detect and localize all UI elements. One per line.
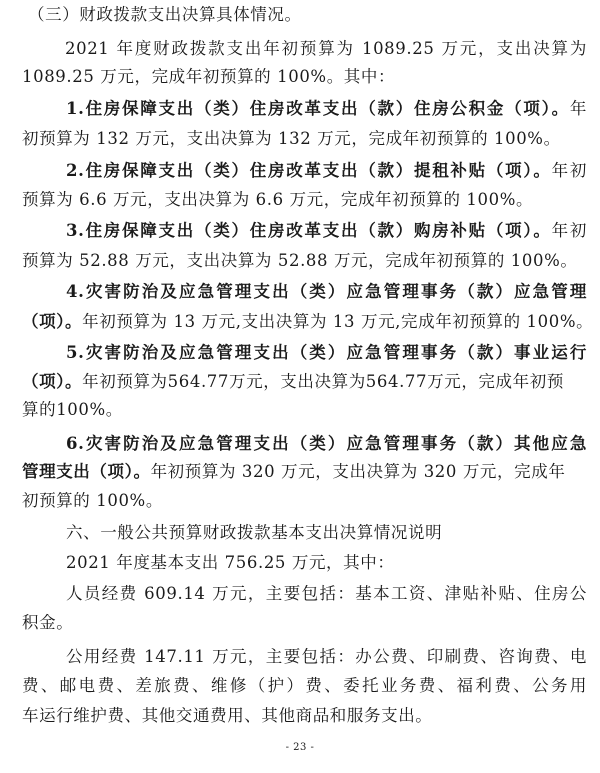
item-1-line-2: 初预算为 132 万元，支出决算为 132 万元，完成年初预算的 100%。 (22, 129, 561, 148)
item-4-line-2: （项）。年初预算为 13 万元,支出决算为 13 万元,完成年初预算的 100%。 (22, 312, 594, 331)
item-5-line-2: （项）。年初预算为564.77万元，支出决算为564.77万元，完成年初预 (22, 372, 564, 391)
item-6-title: 管理支出（项）。 (22, 462, 151, 481)
basic-expenditure-total: 2021 年度基本支出 756.25 万元，其中： (66, 553, 395, 572)
item-6-title-line-1: 6.灾害防治及应急管理支出（类）应急管理事务（款）其他应急 (66, 434, 587, 453)
item-4-title: （项）。 (22, 312, 83, 331)
item-1-line-1: 1.住房保障支出（类）住房改革支出（款）住房公积金（项）。年 (66, 99, 587, 118)
item-5-line-3: 算的100%。 (22, 400, 123, 419)
item-6-line-2: 管理支出（项）。年初预算为 320 万元，支出决算为 320 万元，完成年 (22, 462, 566, 481)
personnel-expense-line-2: 积金。 (22, 613, 74, 632)
item-3-line-1: 3.住房保障支出（类）住房改革支出（款）购房补贴（项）。年初 (66, 221, 587, 240)
item-4-title-line-1: 4.灾害防治及应急管理支出（类）应急管理事务（款）应急管理 (66, 282, 587, 301)
item-3-title: 3.住房保障支出（类）住房改革支出（款）购房补贴（项）。 (66, 221, 552, 240)
summary-line-1: 2021 年度财政拨款支出年初预算为 1089.25 万元，支出决算为 (65, 39, 587, 58)
item-5-title: （项）。 (22, 372, 83, 391)
item-6-line-3: 初预算的 100%。 (22, 491, 163, 510)
summary-line-2: 1089.25 万元，完成年初预算的 100%。其中： (22, 67, 396, 86)
item-2-title: 2.住房保障支出（类）住房改革支出（款）提租补贴（项）。 (66, 161, 552, 180)
section-heading-three: （三）财政拨款支出决算具体情况。 (28, 5, 302, 24)
item-5-title-line-1: 5.灾害防治及应急管理支出（类）应急管理事务（款）事业运行 (66, 343, 587, 362)
item-3-line-2: 预算为 52.88 万元，支出决算为 52.88 万元，完成年初预算的 100%。 (22, 251, 578, 270)
personnel-expense-line-1: 人员经费 609.14 万元，主要包括：基本工资、津贴补贴、住房公 (66, 584, 587, 603)
item-2-line-1: 2.住房保障支出（类）住房改革支出（款）提租补贴（项）。年初 (66, 161, 587, 180)
public-expense-line-3: 车运行维护费、其他交通费用、其他商品和服务支出。 (22, 706, 433, 725)
item-1-title: 1.住房保障支出（类）住房改革支出（款）住房公积金（项）。 (66, 99, 570, 118)
item-2-line-2: 预算为 6.6 万元，支出决算为 6.6 万元，完成年初预算的 100%。 (22, 190, 534, 209)
public-expense-line-2: 费、邮电费、差旅费、维修（护）费、委托业务费、福利费、公务用 (22, 676, 587, 695)
public-expense-line-1: 公用经费 147.11 万元，主要包括：办公费、印刷费、咨询费、电 (66, 647, 587, 666)
page-number: - 23 - (285, 742, 315, 753)
section-six-heading: 六、一般公共预算财政拨款基本支出决算情况说明 (66, 523, 443, 542)
